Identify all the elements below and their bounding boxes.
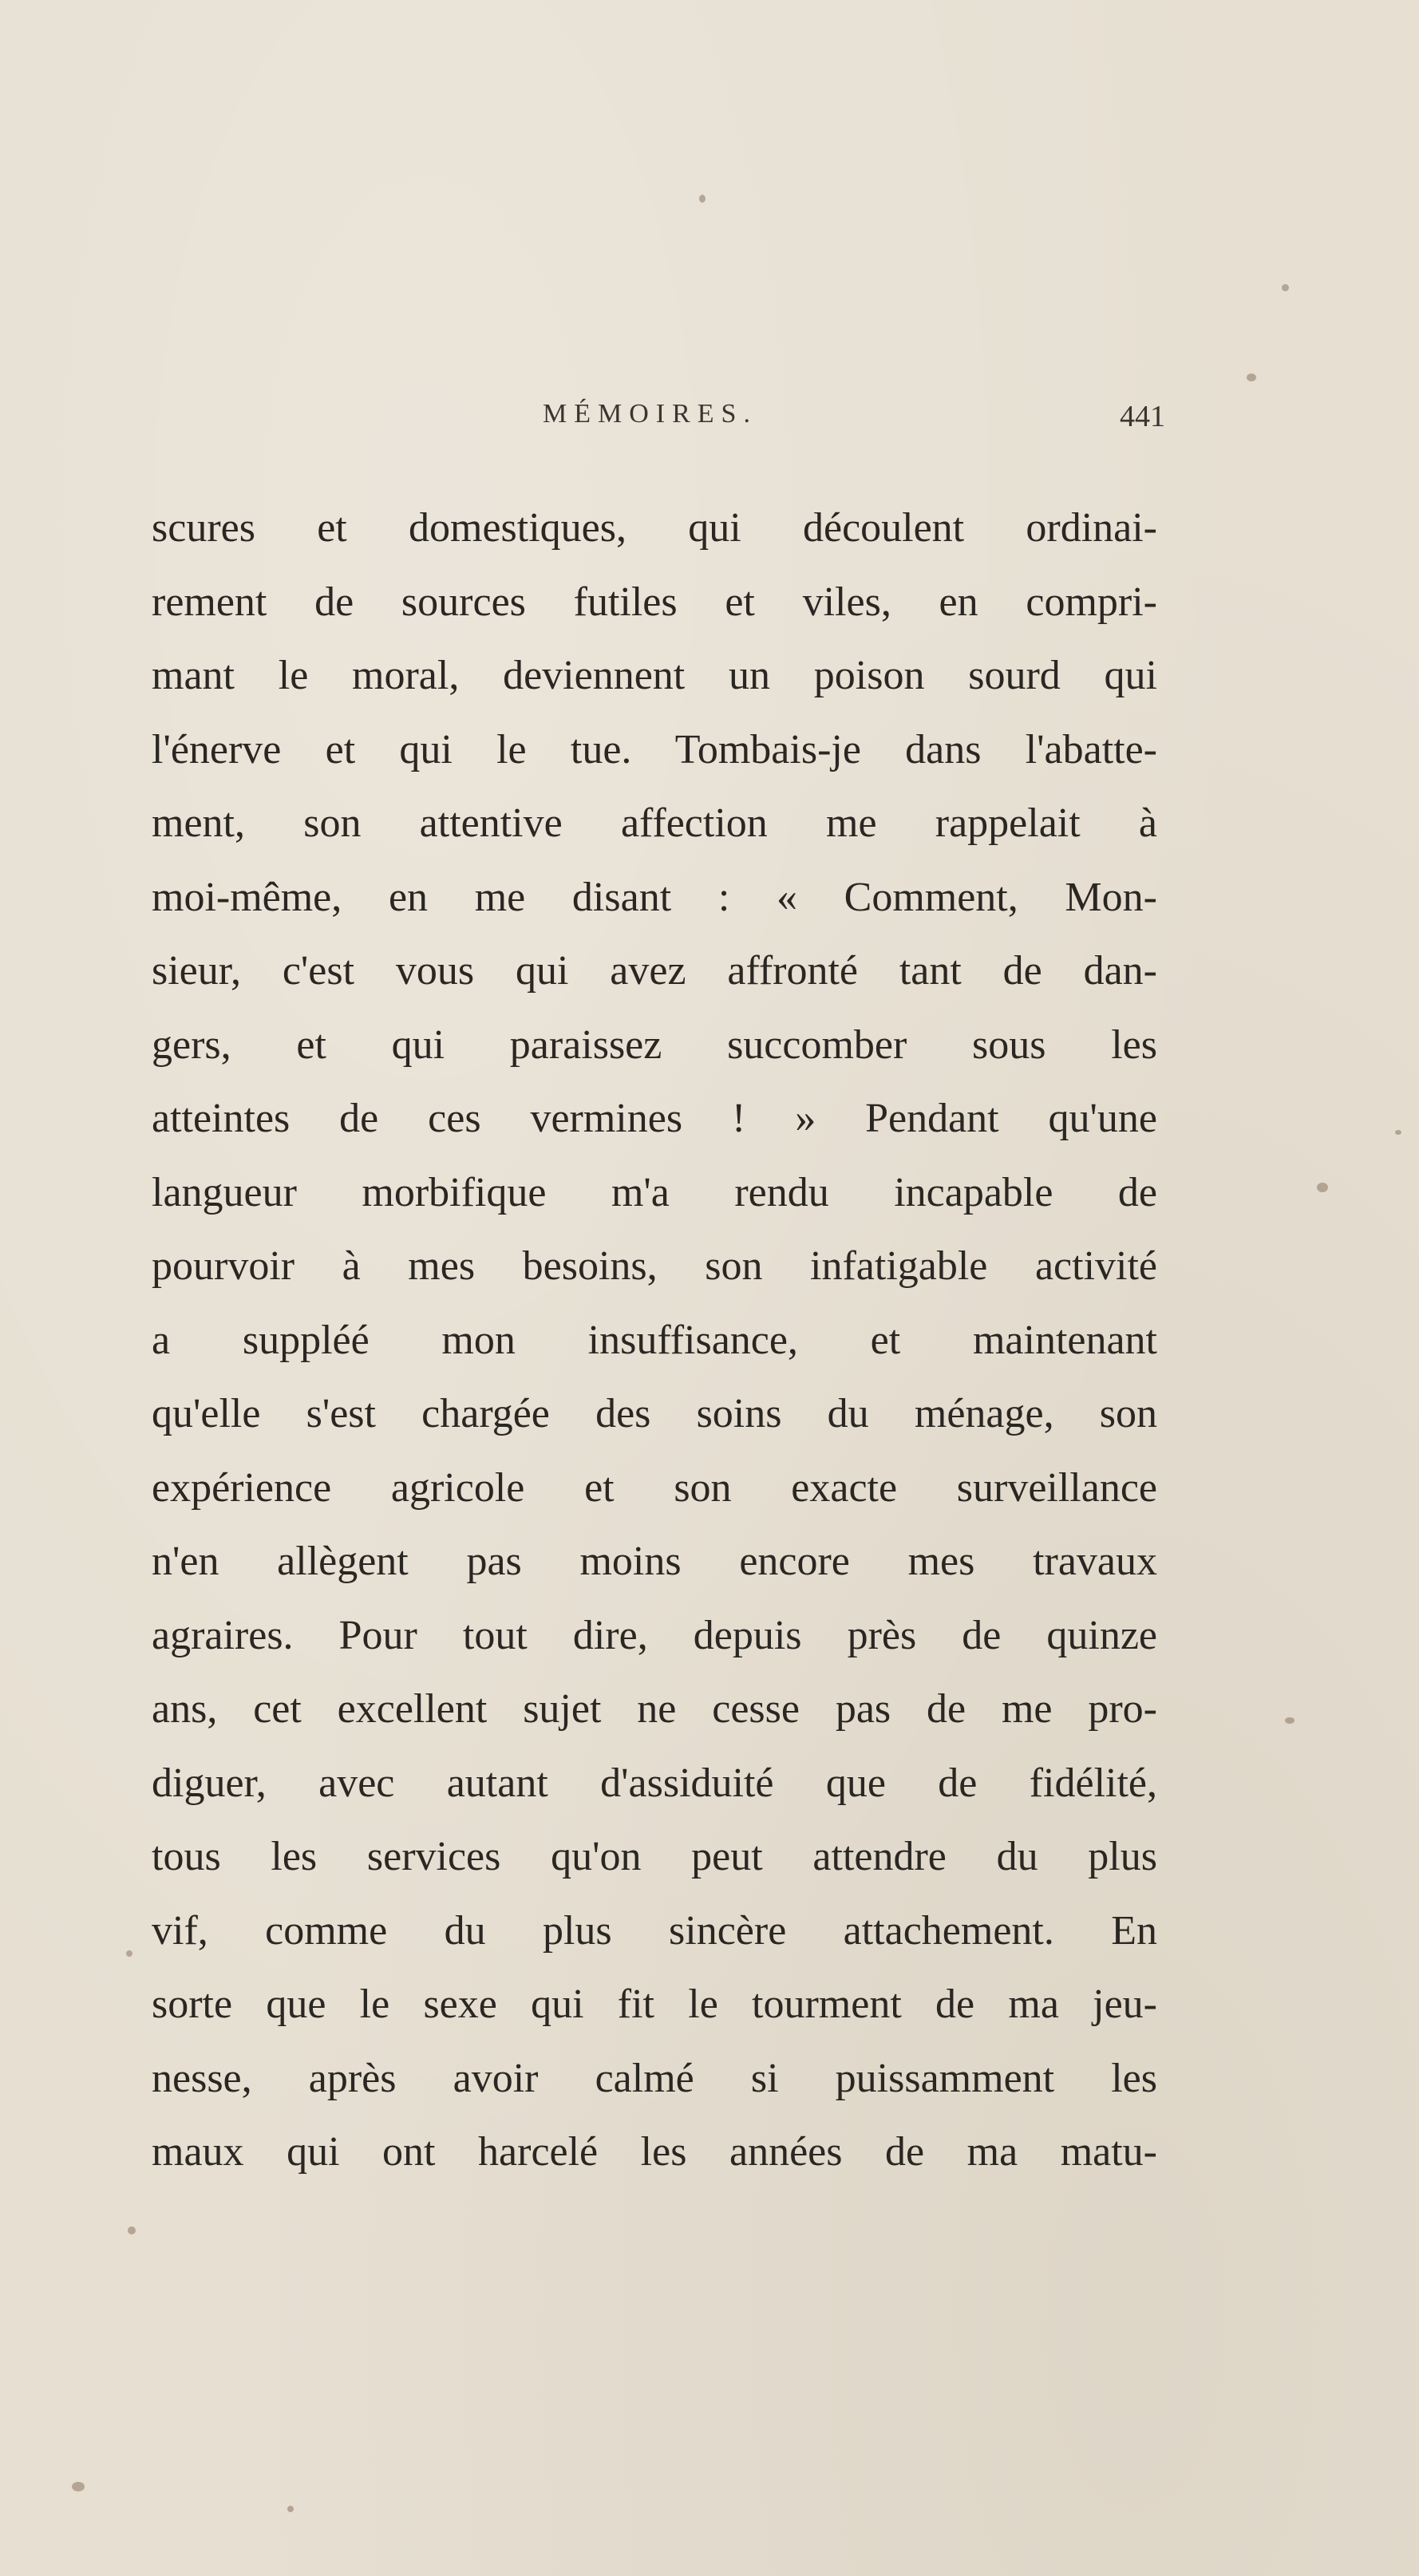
paper-speck — [1395, 1130, 1401, 1135]
text-line: a suppléé mon insuffisance, et maintenant — [152, 1317, 1157, 1363]
paper-speck — [287, 2506, 294, 2512]
paper-speck — [1317, 1183, 1328, 1192]
text-line: agraires. Pour tout dire, depuis près de quinze — [152, 1612, 1157, 1658]
paper-speck — [128, 2226, 136, 2234]
paper-speck — [126, 1950, 132, 1957]
text-line: expérience agricole et son exacte surveillance — [152, 1464, 1157, 1511]
text-line: pourvoir à mes besoins, son infatigable activité — [152, 1243, 1157, 1289]
text-line: sieur, c'est vous qui avez affronté tant de dan- — [152, 948, 1157, 994]
body-text — [152, 492, 1157, 2190]
paper-speck — [1282, 284, 1289, 291]
text-line: tous les services qu'on peut attendre du plus — [152, 1834, 1157, 1879]
text-line: l'énerve et qui le tue. Tombais-je dans l'abatte- — [152, 726, 1157, 772]
text-line: diguer, avec autant d'assiduité que de fidélité, — [152, 1760, 1157, 1806]
paper-speck — [1285, 1717, 1294, 1724]
text-line: langueur morbifique m'a rendu incapable de — [152, 1169, 1157, 1215]
text-line: gers, et qui paraissez succomber sous les — [152, 1021, 1157, 1068]
text-line: moi-même, en me disant : « Comment, Mon- — [152, 874, 1157, 920]
text-line: ment, son attentive affection me rappelait à — [152, 800, 1157, 846]
text-line: qu'elle s'est chargée des soins du ménage, son — [152, 1391, 1157, 1436]
paper-speck — [72, 2482, 85, 2491]
text-line: maux qui ont harcelé les années de ma matu- — [152, 2129, 1157, 2175]
text-line: ans, cet excellent sujet ne cesse pas de me pro- — [152, 1686, 1157, 1732]
text-line: sorte que le sexe qui fit le tourment de ma jeu- — [152, 1981, 1157, 2027]
text-line: atteintes de ces vermines ! » Pendant qu'une — [152, 1096, 1157, 1141]
text-line: scures et domestiques, qui découlent ordinai- — [152, 505, 1157, 551]
text-line: vif, comme du plus sincère attachement. En — [152, 1907, 1157, 1954]
paper-speck — [699, 195, 706, 203]
running-head — [543, 399, 1165, 447]
text-line: n'en allègent pas moins encore mes travaux — [152, 1539, 1157, 1584]
paper-speck — [1247, 373, 1256, 381]
text-line: nesse, après avoir calmé si puissamment les — [152, 2055, 1157, 2101]
text-line: mant le moral, deviennent un poison sourd qui — [152, 653, 1157, 698]
page-number: 441 — [1120, 400, 1165, 433]
running-title: MÉMOIRES. — [543, 399, 757, 429]
text-line: rement de sources futiles et viles, en compri- — [152, 579, 1157, 625]
